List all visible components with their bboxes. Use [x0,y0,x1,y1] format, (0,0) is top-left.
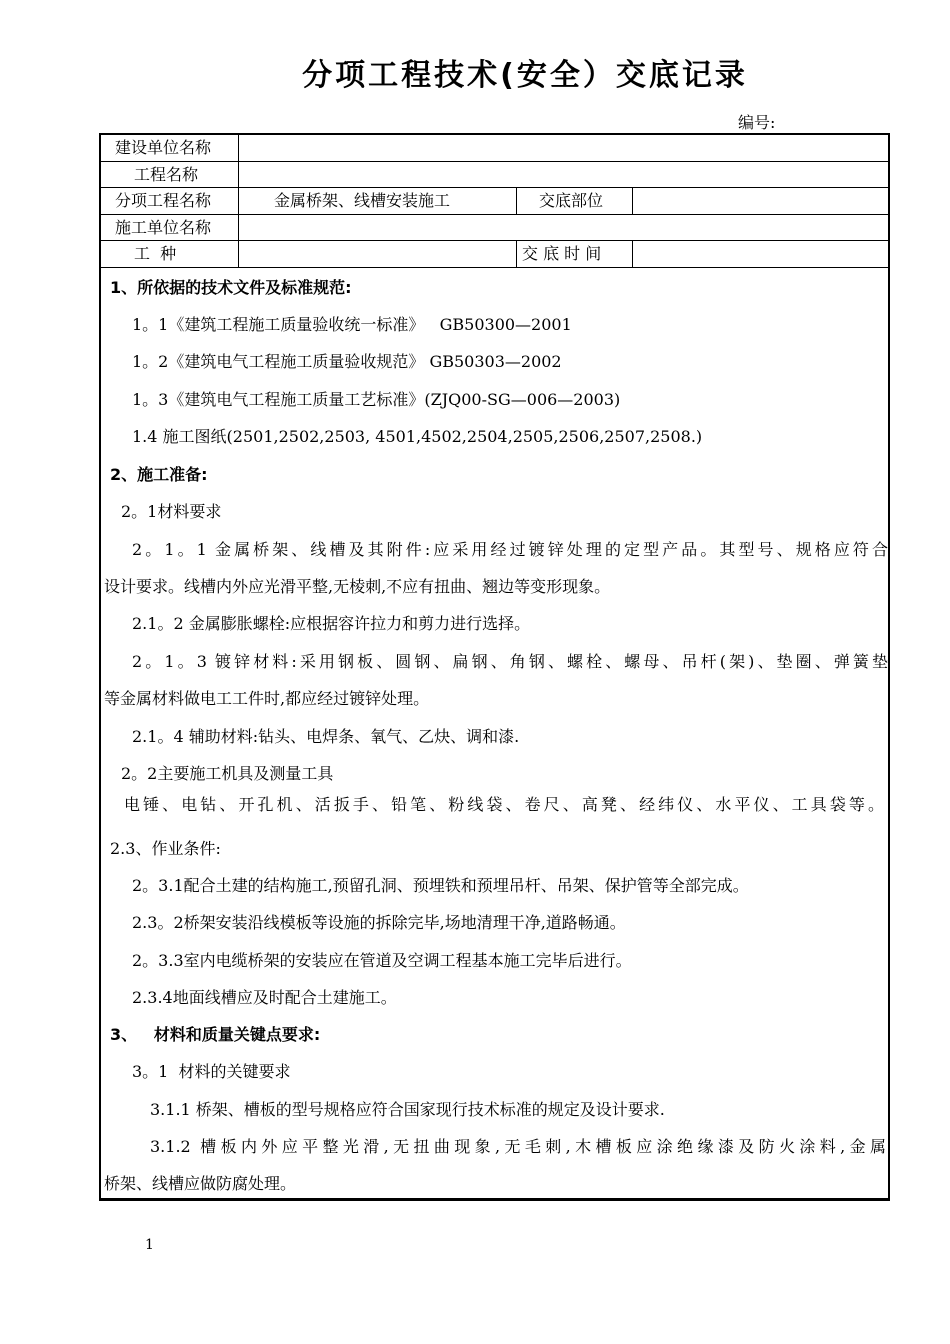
column-divider [516,187,517,214]
trade-label [134,244,206,264]
item-2-1-3-line2: 等金属材料做电工工件时,都应经过镀锌处理。 [104,689,430,708]
column-divider [632,240,633,267]
row-divider [100,214,890,215]
handover-time-label: 交 底 时 间 [522,244,602,263]
row-divider [100,240,890,241]
handover-part-label: 交底部位 [539,191,604,210]
drawing-ref-1-4: 1.4 施工图纸(2501,2502,2503, 4501,4502,2504,2505,2506,2507,2508.) [132,427,703,446]
standard-ref-1-3: 1。3《建筑电气工程施工质量工艺标准》(ZJQ00-SG—006—2003) [132,390,621,409]
item-3-1-2-line2: 桥架、线槽应做防腐处理。 [104,1174,297,1193]
subproject-name-label: 分项工程名称 [115,191,212,210]
row-divider [100,161,890,162]
tools-list: 电锤、电钻、开孔机、活扳手、铅笔、粉线袋、卷尺、高凳、经纬仪、水平仪、工具袋等。 [124,795,884,814]
item-2-1-1-line1: 2。1。1 金属桥架、线槽及其附件:应采用经过镀锌处理的定型产品。其型号、规格应符合 [132,540,888,559]
subsection-3-1: 3。1 材料的关键要求 [132,1062,291,1081]
document-title: 分项工程技术(安全）交底记录 [302,58,748,93]
column-divider [516,240,517,267]
item-2-1-4: 2.1。4 辅助材料:钻头、电焊条、氧气、乙炔、调和漆. [132,727,520,746]
section-3-heading: 3、 材料和质量关键点要求: [110,1025,321,1044]
project-name-label: 工程名称 [134,165,199,184]
item-2-1-2: 2.1。2 金属膨胀螺栓:应根据容许拉力和剪力进行选择。 [132,614,531,633]
item-2-3-4: 2.3.4地面线槽应及时配合土建施工。 [132,988,397,1007]
row-divider [100,267,890,268]
item-2-3-3: 2。3.3室内电缆桥架的安装应在管道及空调工程基本施工完毕后进行。 [132,951,632,970]
item-2-3-1: 2。3.1配合土建的结构施工,预留孔洞、预埋铁和预埋吊杆、吊架、保护管等全部完成。 [132,876,749,895]
contractor-name-label: 施工单位名称 [115,218,212,237]
page-number: 1 [145,1237,154,1253]
item-3-1-2-line1: 3.1.2 槽板内外应平整光滑,无扭曲现象,无毛刺,木槽板应涂绝缘漆及防火涂料,金属 [150,1137,886,1156]
construction-unit-label: 建设单位名称 [115,138,212,157]
item-2-1-3-line1: 2。1。3 镀锌材料:采用钢板、圆钢、扁钢、角钢、螺栓、螺母、吊杆(架)、垫圈、弹簧垫 [132,652,888,671]
subsection-2-1: 2。1材料要求 [121,502,222,521]
subsection-2-3: 2.3、作业条件: [110,839,221,858]
item-2-1-1-line2: 设计要求。线槽内外应光滑平整,无棱刺,不应有扭曲、翘边等变形现象。 [104,577,611,596]
standard-ref-1-1: 1。1《建筑工程施工质量验收统一标准》 GB50300—2001 [132,315,572,334]
item-2-3-2: 2.3。2桥架安装沿线模板等设施的拆除完毕,场地清理干净,道路畅通。 [132,913,626,932]
section-1-heading: 1、所依据的技术文件及标准规范: [110,278,352,297]
row-divider [100,187,890,188]
section-2-heading: 2、施工准备: [110,465,208,484]
item-3-1-1: 3.1.1 桥架、槽板的型号规格应符合国家现行技术标准的规定及设计要求. [150,1100,665,1119]
column-divider [632,187,633,214]
subsection-2-2: 2。2主要施工机具及测量工具 [121,764,334,783]
standard-ref-1-2: 1。2《建筑电气工程施工质量验收规范》 GB50303—2002 [132,352,562,371]
column-divider [238,134,239,267]
trade-label-text: 工 种 [134,244,177,263]
document-number-label: 编号: [738,113,776,132]
subproject-name-value: 金属桥架、线槽安装施工 [274,191,451,210]
